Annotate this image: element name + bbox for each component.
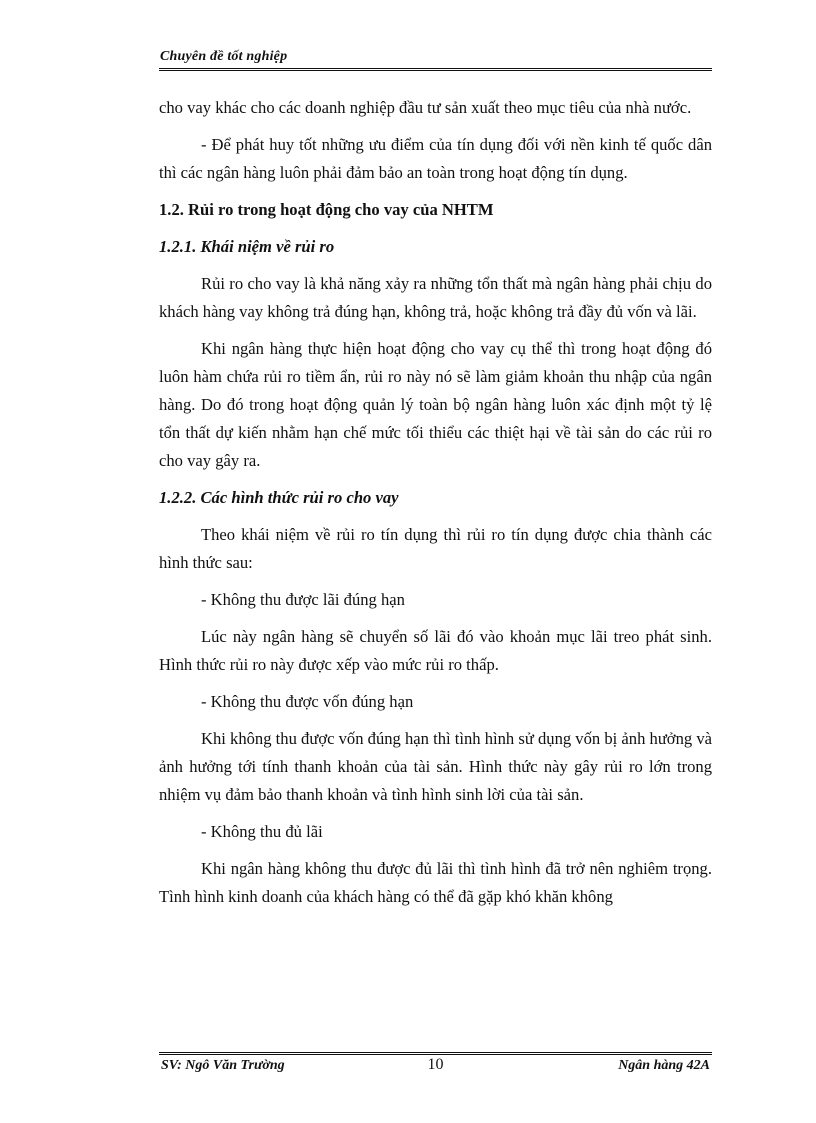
footer-author: SV: Ngô Văn Trường: [161, 1058, 285, 1073]
header-rule-secondary: [159, 70, 712, 71]
footer-rule: [159, 1052, 712, 1053]
paragraph: Khi không thu được vốn đúng hạn thì tình hình sử dụng vốn bị ảnh hưởng và ảnh hưởng tới tính thanh khoản của tài sản. Hình thức này gây rủi ro lớn trong nhiệm vụ đảm bảo thanh khoản và tình hình sinh lời của tài sản.: [159, 729, 712, 804]
footer-rule-secondary: [159, 1054, 712, 1055]
footer-class: Ngân hàng 42A: [618, 1058, 710, 1073]
list-item: - Không thu đủ lãi: [201, 822, 323, 841]
list-item: - Không thu được vốn đúng hạn: [201, 692, 414, 711]
paragraph: Rủi ro cho vay là khả năng xảy ra những tổn thất mà ngân hàng phải chịu do khách hàng vay không trả đúng hạn, không trả, hoặc không trả đầy đủ vốn và lãi.: [159, 274, 712, 321]
paragraph: Khi ngân hàng thực hiện hoạt động cho vay cụ thể thì trong hoạt động đó luôn hàm chứa rủi ro tiềm ẩn, rủi ro này nó sẽ làm giảm khoản thu nhập của ngân hàng. Do đó trong hoạt động quản lý toàn bộ ngân hàng luôn xác định một tỷ lệ tổn thất dự kiến nhằm hạn chế mức tối thiểu các thiệt hại về tài sản do các rủi ro cho vay gây ra.: [159, 339, 712, 470]
page-header-title: Chuyên đề tốt nghiệp: [160, 49, 288, 64]
section-heading-1-2: 1.2. Rủi ro trong hoạt động cho vay của NHTM: [159, 200, 494, 219]
paragraph: Khi ngân hàng không thu được đủ lãi thì tình hình đã trở nên nghiêm trọng. Tình hình kinh doanh của khách hàng có thể đã gặp khó khăn không: [159, 859, 712, 906]
paragraph: - Để phát huy tốt những ưu điểm của tín dụng đối với nền kinh tế quốc dân thì các ngân hàng luôn phải đảm bảo an toàn trong hoạt động tín dụng.: [159, 135, 712, 182]
subsection-heading-1-2-2: 1.2.2. Các hình thức rủi ro cho vay: [159, 488, 399, 507]
paragraph: Lúc này ngân hàng sẽ chuyển số lãi đó vào khoản mục lãi treo phát sinh. Hình thức rủi ro này được xếp vào mức rủi ro thấp.: [159, 627, 712, 674]
subsection-heading-1-2-1: 1.2.1. Khái niệm về rủi ro: [159, 237, 335, 256]
page-number: 10: [427, 1056, 444, 1073]
header-rule: [159, 68, 712, 69]
page-body: [159, 94, 712, 920]
paragraph: cho vay khác cho các doanh nghiệp đầu tư sản xuất theo mục tiêu của nhà nước.: [159, 98, 692, 117]
page-footer: [159, 1056, 712, 1080]
paragraph: Theo khái niệm về rủi ro tín dụng thì rủi ro tín dụng được chia thành các hình thức sau:: [159, 525, 712, 572]
list-item: - Không thu được lãi đúng hạn: [201, 590, 405, 609]
